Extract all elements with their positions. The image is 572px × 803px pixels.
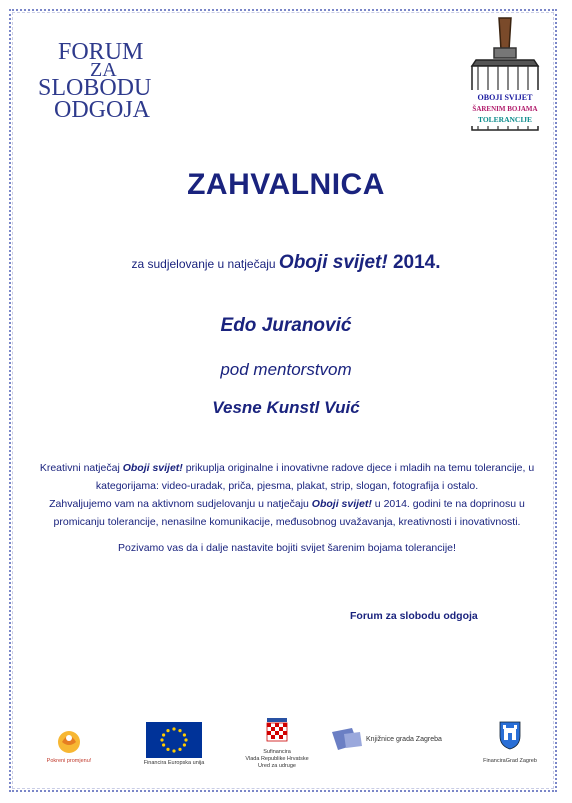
forum-logo-word-4: ODGOJA — [54, 97, 150, 123]
body-p2-b: u 2014. godini te na doprinosu u promicanju tolerancije, nenasilne komunikacije, međusobnog uvažavanja, kreativnosti i inovativnosti. — [53, 498, 525, 528]
subtitle-year: 2014. — [387, 252, 441, 273]
recipient-name: Edo Juranović — [220, 315, 352, 336]
closing-line: Pozivamo vas da i dalje nastavite bojiti svijet šarenim bojama tolerancije! — [118, 542, 456, 554]
subtitle — [0, 252, 572, 274]
zagreb-logo — [476, 720, 544, 770]
pokreni-promjenu-logo — [44, 728, 94, 768]
mentor-name: Vesne Kunstl Vuić — [212, 398, 360, 417]
forum-logo-word-2: ZA — [90, 59, 117, 81]
knjiznice-text: Knjižnice grada Zagreba — [366, 736, 442, 743]
brush-logo-line-2: ŠARENIM BOJAMA — [472, 105, 538, 113]
body-p2-em: Oboji svijet! — [311, 498, 372, 510]
pokreni-text: Pokreni promjenu! — [46, 758, 92, 764]
subtitle-contest: Oboji svijet! — [278, 252, 388, 273]
body-text — [30, 459, 544, 531]
signature: Forum za slobodu odgoja — [350, 610, 478, 622]
body-p1-em: Oboji svijet! — [122, 462, 183, 474]
gov-text-2: Vlada Republike Hrvatske — [245, 756, 309, 762]
gov-text-3: Ured za udruge — [258, 763, 296, 769]
forum-logo-word-3: SLOBODU — [38, 75, 152, 101]
eu-logo — [140, 722, 208, 768]
gov-text-1: Sufinancira — [263, 749, 291, 755]
body-p1-a: Kreativni natječaj — [39, 462, 123, 474]
croatian-government-logo — [242, 716, 312, 778]
body-p2-a: Zahvaljujemo vam na aktivnom sudjelovanju u natječaju — [49, 498, 312, 510]
subtitle-lead: za sudjelovanje u natječaju — [131, 257, 279, 271]
brush-logo-line-3: TOLERANCIJE — [477, 115, 533, 124]
knjiznice-logo — [330, 728, 450, 754]
eu-text: Financira Europska unija — [143, 760, 205, 766]
forum-logo — [28, 40, 178, 130]
brush-logo-line-1: OBOJI SVIJET — [477, 93, 533, 102]
body-p1-b: prikuplja originalne i inovativne radove djece i mladih na temu tolerancije, u kategorijama: video-uradak, priča, pjesma, plakat, strip, slogan, fotografija i ostalo. — [95, 462, 535, 492]
mentor-label: pod mentorstvom — [220, 360, 352, 379]
document-title: ZAHVALNICA — [187, 168, 385, 201]
forum-logo-word-1: FORUM — [58, 39, 144, 65]
zagreb-text: FinanciraGrad Zagreb — [483, 758, 537, 764]
oboji-svijet-brush-logo — [466, 16, 544, 134]
